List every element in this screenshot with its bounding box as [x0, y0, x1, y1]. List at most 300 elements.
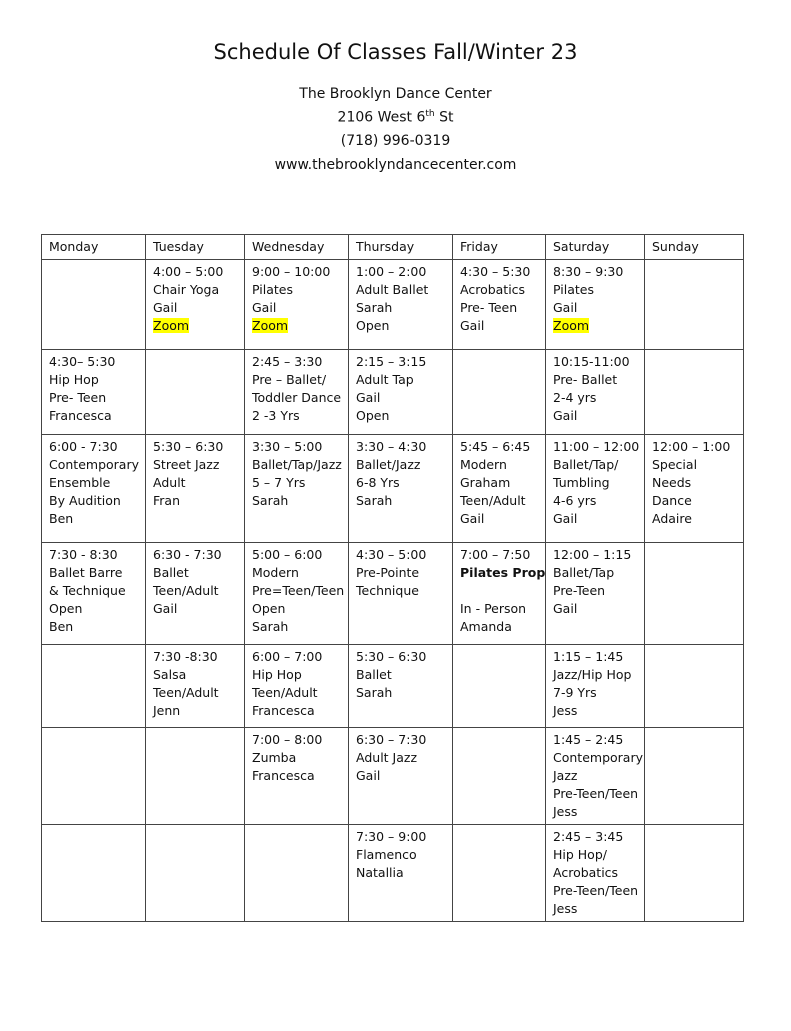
- class-cell-monday: [42, 645, 146, 728]
- class-line: [153, 263, 237, 281]
- class-line-text: Jazz: [553, 768, 578, 783]
- address-main: 2106 West 6: [337, 109, 426, 126]
- schedule-table: [41, 234, 744, 922]
- class-cell-monday: [42, 825, 146, 922]
- studio-website: www.thebrooklyndancecenter.com: [274, 157, 517, 173]
- class-line-text: Natallia: [356, 865, 404, 880]
- schedule-row: [42, 645, 744, 728]
- class-cell-wednesday: [245, 260, 349, 350]
- class-cell-friday: [453, 825, 546, 922]
- class-line-text: Contemporary: [553, 750, 643, 765]
- class-line-text: Pre – Ballet/: [252, 372, 327, 387]
- class-line-text: 7:30 – 9:00: [356, 829, 427, 844]
- class-line-text: 4:30 – 5:30: [460, 264, 531, 279]
- day-header-wednesday: Wednesday: [245, 235, 349, 260]
- class-line: [153, 648, 237, 666]
- class-line-text: Modern: [460, 457, 507, 472]
- class-line: [553, 263, 637, 281]
- class-line: [553, 438, 640, 456]
- schedule-row: [42, 260, 744, 350]
- class-line: [49, 438, 138, 456]
- class-line-text: Tumbling: [553, 475, 610, 490]
- class-line-text: Teen/Adult: [153, 685, 219, 700]
- day-header-thursday: Thursday: [349, 235, 453, 260]
- class-line-text: Graham: [460, 475, 511, 490]
- class-cell-tuesday: [146, 728, 245, 825]
- class-line-text: 6:30 – 7:30: [356, 732, 427, 747]
- class-line-text: Zumba: [252, 750, 297, 765]
- class-line-text: 7:30 -8:30: [153, 649, 218, 664]
- class-line-text: 5:45 – 6:45: [460, 439, 531, 454]
- class-line: [252, 731, 341, 749]
- class-cell-saturday: [546, 435, 645, 543]
- class-line-text: 5 – 7 Yrs: [252, 475, 306, 490]
- class-line-text: 4:30– 5:30: [49, 354, 116, 369]
- class-line-text: Ballet: [153, 565, 189, 580]
- zoom-badge: Zoom: [153, 318, 190, 333]
- class-line: [356, 263, 445, 281]
- class-line-text: Jess: [553, 703, 578, 718]
- class-line-text: Adult: [153, 475, 186, 490]
- class-line: [553, 749, 643, 767]
- class-line: [153, 702, 237, 720]
- class-cell-saturday: [546, 543, 645, 645]
- class-line: [356, 684, 445, 702]
- class-name-highlight: Pilates Prop: [460, 565, 546, 580]
- class-line: [49, 474, 138, 492]
- class-line: [153, 317, 237, 335]
- class-line: [460, 510, 538, 528]
- class-line: [652, 492, 736, 510]
- class-line-text: Sarah: [252, 493, 289, 508]
- class-line: [49, 618, 138, 636]
- class-line-text: 2-4 yrs: [553, 390, 597, 405]
- class-line-text: 6:30 - 7:30: [153, 547, 222, 562]
- class-line: [460, 281, 538, 299]
- class-line: [49, 510, 138, 528]
- class-cell-wednesday: [245, 543, 349, 645]
- day-header-tuesday: Tuesday: [146, 235, 245, 260]
- class-line-text: 2:15 – 3:15: [356, 354, 427, 369]
- class-line: [153, 281, 237, 299]
- class-cell-wednesday: [245, 728, 349, 825]
- class-line-text: Adaire: [652, 511, 692, 526]
- class-cell-saturday: [546, 645, 645, 728]
- class-line: [252, 371, 341, 389]
- class-line: [356, 846, 445, 864]
- class-line-text: 4:00 – 5:00: [153, 264, 224, 279]
- class-line: [652, 456, 736, 474]
- class-line: [553, 299, 637, 317]
- class-line-text: Acrobatics: [460, 282, 526, 297]
- class-cell-tuesday: [146, 260, 245, 350]
- class-line: [49, 600, 138, 618]
- class-line: [460, 600, 538, 618]
- class-line: [356, 767, 445, 785]
- class-line: [252, 492, 341, 510]
- class-line: [49, 564, 138, 582]
- class-line-text: 2:45 – 3:30: [252, 354, 323, 369]
- class-line: [252, 600, 341, 618]
- class-line: [252, 353, 341, 371]
- class-line-text: Dance: [652, 493, 692, 508]
- class-cell-thursday: [349, 350, 453, 435]
- class-line: [153, 564, 237, 582]
- class-line-text: Pre-Pointe: [356, 565, 420, 580]
- class-cell-thursday: [349, 645, 453, 728]
- class-cell-friday: [453, 543, 546, 645]
- class-line-text: Gail: [553, 300, 578, 315]
- class-line: [252, 648, 341, 666]
- class-line-text: 1:00 – 2:00: [356, 264, 427, 279]
- class-cell-friday: [453, 435, 546, 543]
- class-line: [553, 353, 637, 371]
- class-cell-monday: [42, 543, 146, 645]
- class-line-text: Pre-Teen/Teen: [553, 883, 639, 898]
- class-line: [460, 456, 538, 474]
- class-line: [356, 353, 445, 371]
- day-header-sunday: Sunday: [645, 235, 744, 260]
- class-line-text: 3:30 – 5:00: [252, 439, 323, 454]
- class-line-text: Francesca: [49, 408, 112, 423]
- class-line-text: Hip Hop: [49, 372, 99, 387]
- class-line: [553, 600, 637, 618]
- class-line: [49, 389, 138, 407]
- class-line-text: Amanda: [460, 619, 512, 634]
- class-cell-friday: [453, 260, 546, 350]
- class-line-text: Special: [652, 457, 698, 472]
- class-line-text: Ballet/Jazz: [356, 457, 421, 472]
- class-line-text: & Technique: [49, 583, 126, 598]
- class-line: [252, 702, 341, 720]
- class-line: [553, 281, 637, 299]
- class-line-text: Pre-Teen/Teen: [553, 786, 639, 801]
- class-line: [356, 281, 445, 299]
- class-line: [356, 666, 445, 684]
- class-line-text: Open: [49, 601, 83, 616]
- class-line-text: Sarah: [356, 300, 393, 315]
- class-line: [153, 684, 237, 702]
- class-line: [252, 299, 341, 317]
- class-line: [460, 263, 538, 281]
- class-line: [553, 803, 637, 821]
- page-title: Schedule Of Classes Fall/Winter 23: [213, 40, 578, 64]
- class-line-text: In - Person: [460, 601, 527, 616]
- class-line: [356, 546, 445, 564]
- class-cell-monday: [42, 350, 146, 435]
- class-line-text: Pre=Teen/Teen: [252, 583, 345, 598]
- class-line-text: Adult Tap: [356, 372, 414, 387]
- class-line-text: Pilates: [553, 282, 594, 297]
- class-line: [553, 666, 637, 684]
- class-line: [252, 582, 345, 600]
- class-line: [460, 564, 546, 582]
- class-line: [553, 474, 637, 492]
- class-line-text: Gail: [252, 300, 277, 315]
- class-line: [153, 666, 237, 684]
- class-line: [553, 456, 637, 474]
- class-line-text: 7:30 - 8:30: [49, 547, 118, 562]
- class-line: [460, 546, 538, 564]
- class-line: [356, 438, 445, 456]
- class-cell-saturday: [546, 728, 645, 825]
- class-line: [553, 702, 637, 720]
- class-line: [356, 731, 445, 749]
- class-line-text: Pre- Teen: [460, 300, 518, 315]
- class-line: [553, 582, 637, 600]
- class-cell-sunday: [645, 825, 744, 922]
- class-line-text: 2 -3 Yrs: [252, 408, 300, 423]
- class-line-text: Toddler Dance: [252, 390, 342, 405]
- class-line: [153, 582, 237, 600]
- class-line-text: Ballet Barre: [49, 565, 123, 580]
- class-line-text: Acrobatics: [553, 865, 619, 880]
- class-line-text: Ensemble: [49, 475, 111, 490]
- class-line: [153, 546, 237, 564]
- class-line-text: Fran: [153, 493, 181, 508]
- class-line-text: Ben: [49, 619, 74, 634]
- day-header-friday: Friday: [453, 235, 546, 260]
- class-line: [553, 492, 637, 510]
- class-cell-wednesday: [245, 645, 349, 728]
- class-cell-sunday: [645, 728, 744, 825]
- class-cell-monday: [42, 728, 146, 825]
- class-cell-monday: [42, 435, 146, 543]
- class-cell-tuesday: [146, 645, 245, 728]
- class-cell-tuesday: [146, 350, 245, 435]
- class-line: [356, 407, 445, 425]
- class-line-text: 7-9 Yrs: [553, 685, 597, 700]
- day-header-row: [42, 235, 744, 260]
- class-line: [652, 510, 736, 528]
- class-line-text: Adult Ballet: [356, 282, 429, 297]
- class-line: [356, 564, 445, 582]
- class-line: [49, 492, 138, 510]
- class-line-text: Gail: [460, 511, 485, 526]
- class-line: [553, 900, 637, 918]
- class-line: [49, 582, 138, 600]
- class-line: [553, 546, 637, 564]
- class-line-text: Teen/Adult: [153, 583, 219, 598]
- class-cell-wednesday: [245, 825, 349, 922]
- class-line-text: 3:30 – 4:30: [356, 439, 427, 454]
- class-line: [356, 371, 445, 389]
- class-line: [652, 438, 736, 456]
- class-line-text: Flamenco: [356, 847, 417, 862]
- class-line-text: 12:00 – 1:00: [652, 439, 731, 454]
- class-line-text: 9:00 – 10:00: [252, 264, 331, 279]
- class-line-text: Jess: [553, 901, 578, 916]
- class-line-text: 5:30 – 6:30: [356, 649, 427, 664]
- class-line: [356, 749, 445, 767]
- class-line: [553, 882, 637, 900]
- class-line-text: 6:00 - 7:30: [49, 439, 118, 454]
- class-line-text: Sarah: [356, 493, 393, 508]
- class-line: [356, 389, 445, 407]
- studio-address: [0, 109, 791, 126]
- class-cell-sunday: [645, 350, 744, 435]
- class-line: [553, 828, 637, 846]
- class-line: [553, 407, 637, 425]
- class-line: [252, 456, 341, 474]
- class-line-text: By Audition: [49, 493, 121, 508]
- class-line: [356, 492, 445, 510]
- zoom-badge: Zoom: [553, 318, 590, 333]
- class-line-text: Ballet: [356, 667, 392, 682]
- class-line: [553, 389, 637, 407]
- class-line-text: Teen/Adult: [460, 493, 526, 508]
- schedule-row: [42, 435, 744, 543]
- class-line-text: Street Jazz: [153, 457, 220, 472]
- class-cell-wednesday: [245, 350, 349, 435]
- class-line-text: 7:00 – 8:00: [252, 732, 323, 747]
- class-line-text: 1:45 – 2:45: [553, 732, 624, 747]
- class-line: [460, 474, 538, 492]
- day-header-saturday: Saturday: [546, 235, 645, 260]
- schedule-row: [42, 728, 744, 825]
- class-line-text: Open: [356, 318, 390, 333]
- class-line: [252, 389, 341, 407]
- schedule-row: [42, 825, 744, 922]
- class-line-text: 10:15-11:00: [553, 354, 630, 369]
- class-cell-wednesday: [245, 435, 349, 543]
- class-line: [652, 474, 736, 492]
- class-line: [252, 438, 341, 456]
- class-line: [153, 474, 237, 492]
- class-line-text: 6:00 – 7:00: [252, 649, 323, 664]
- class-line-text: Jazz/Hip Hop: [553, 667, 632, 682]
- class-line: [356, 299, 445, 317]
- class-line-text: Teen/Adult: [252, 685, 318, 700]
- class-line-text: Pre-Teen: [553, 583, 606, 598]
- schedule-row: [42, 543, 744, 645]
- class-line: [460, 618, 538, 636]
- class-line: [356, 456, 445, 474]
- address-superscript: th: [425, 109, 435, 119]
- class-line-text: 5:30 – 6:30: [153, 439, 224, 454]
- class-line: [153, 438, 237, 456]
- class-line: [553, 510, 637, 528]
- class-line: [553, 864, 637, 882]
- class-line: [49, 456, 138, 474]
- class-line: [153, 299, 237, 317]
- class-line-text: Gail: [356, 390, 381, 405]
- studio-name: The Brooklyn Dance Center: [299, 86, 492, 102]
- class-line: [49, 353, 138, 371]
- class-line-text: Pre- Ballet: [553, 372, 618, 387]
- class-line-text: Needs: [652, 475, 692, 490]
- class-line-text: Open: [356, 408, 390, 423]
- class-cell-thursday: [349, 260, 453, 350]
- class-line: [460, 438, 538, 456]
- class-cell-thursday: [349, 728, 453, 825]
- class-line: [553, 785, 637, 803]
- class-cell-tuesday: [146, 543, 245, 645]
- class-line-text: Francesca: [252, 703, 315, 718]
- class-line: [356, 582, 445, 600]
- class-line-text: Adult Jazz: [356, 750, 418, 765]
- class-line-text: 11:00 – 12:00: [553, 439, 640, 454]
- class-cell-sunday: [645, 543, 744, 645]
- class-line-text: Gail: [153, 601, 178, 616]
- class-line-text: 6-8 Yrs: [356, 475, 400, 490]
- class-line: [356, 317, 445, 335]
- class-cell-thursday: [349, 435, 453, 543]
- class-line: [252, 263, 341, 281]
- class-line-text: 1:15 – 1:45: [553, 649, 624, 664]
- class-line: [252, 474, 341, 492]
- class-line: [553, 731, 637, 749]
- class-line-text: Ballet/Tap: [553, 565, 615, 580]
- day-header-monday: Monday: [42, 235, 146, 260]
- class-line-text: Contemporary: [49, 457, 139, 472]
- class-line-text: Gail: [553, 601, 578, 616]
- class-cell-thursday: [349, 543, 453, 645]
- class-line: [356, 648, 445, 666]
- class-line-text: Hip Hop/: [553, 847, 607, 862]
- class-line-text: Ballet/Tap/: [553, 457, 619, 472]
- class-line-text: 2:45 – 3:45: [553, 829, 624, 844]
- class-line: [553, 767, 637, 785]
- class-line: [252, 749, 341, 767]
- class-line-text: 5:00 – 6:00: [252, 547, 323, 562]
- class-cell-tuesday: [146, 435, 245, 543]
- class-line-text: Chair Yoga: [153, 282, 220, 297]
- class-line: [553, 564, 637, 582]
- class-line-text: Gail: [153, 300, 178, 315]
- class-cell-saturday: [546, 350, 645, 435]
- class-line: [153, 492, 237, 510]
- class-line-text: Gail: [553, 511, 578, 526]
- class-cell-friday: [453, 728, 546, 825]
- class-line: [553, 648, 637, 666]
- class-line-text: Ballet/Tap/Jazz: [252, 457, 342, 472]
- class-line-text: Pilates: [252, 282, 293, 297]
- studio-phone: (718) 996-0319: [340, 133, 451, 149]
- class-line: [553, 846, 637, 864]
- class-line: [460, 492, 538, 510]
- class-line: [153, 456, 237, 474]
- class-cell-friday: [453, 350, 546, 435]
- class-cell-sunday: [645, 435, 744, 543]
- class-cell-friday: [453, 645, 546, 728]
- class-line-text: 4-6 yrs: [553, 493, 597, 508]
- class-line: [252, 317, 341, 335]
- class-line-text: Hip Hop: [252, 667, 302, 682]
- class-line: [356, 864, 445, 882]
- class-line: [252, 767, 341, 785]
- class-line: [252, 666, 341, 684]
- schedule-row: [42, 350, 744, 435]
- schedule-body: [42, 260, 744, 922]
- class-cell-saturday: [546, 260, 645, 350]
- class-line: [553, 317, 637, 335]
- class-line: [356, 474, 445, 492]
- class-line: [252, 564, 341, 582]
- class-line-text: Sarah: [252, 619, 289, 634]
- class-line: [460, 317, 538, 335]
- class-line: [460, 582, 538, 600]
- address-tail: St: [434, 109, 454, 126]
- class-line-text: Salsa: [153, 667, 187, 682]
- class-line-text: Modern: [252, 565, 299, 580]
- class-line: [252, 618, 341, 636]
- class-line: [553, 684, 637, 702]
- class-cell-saturday: [546, 825, 645, 922]
- class-line-text: Francesca: [252, 768, 315, 783]
- class-line-text: 12:00 – 1:15: [553, 547, 632, 562]
- class-line: [252, 546, 341, 564]
